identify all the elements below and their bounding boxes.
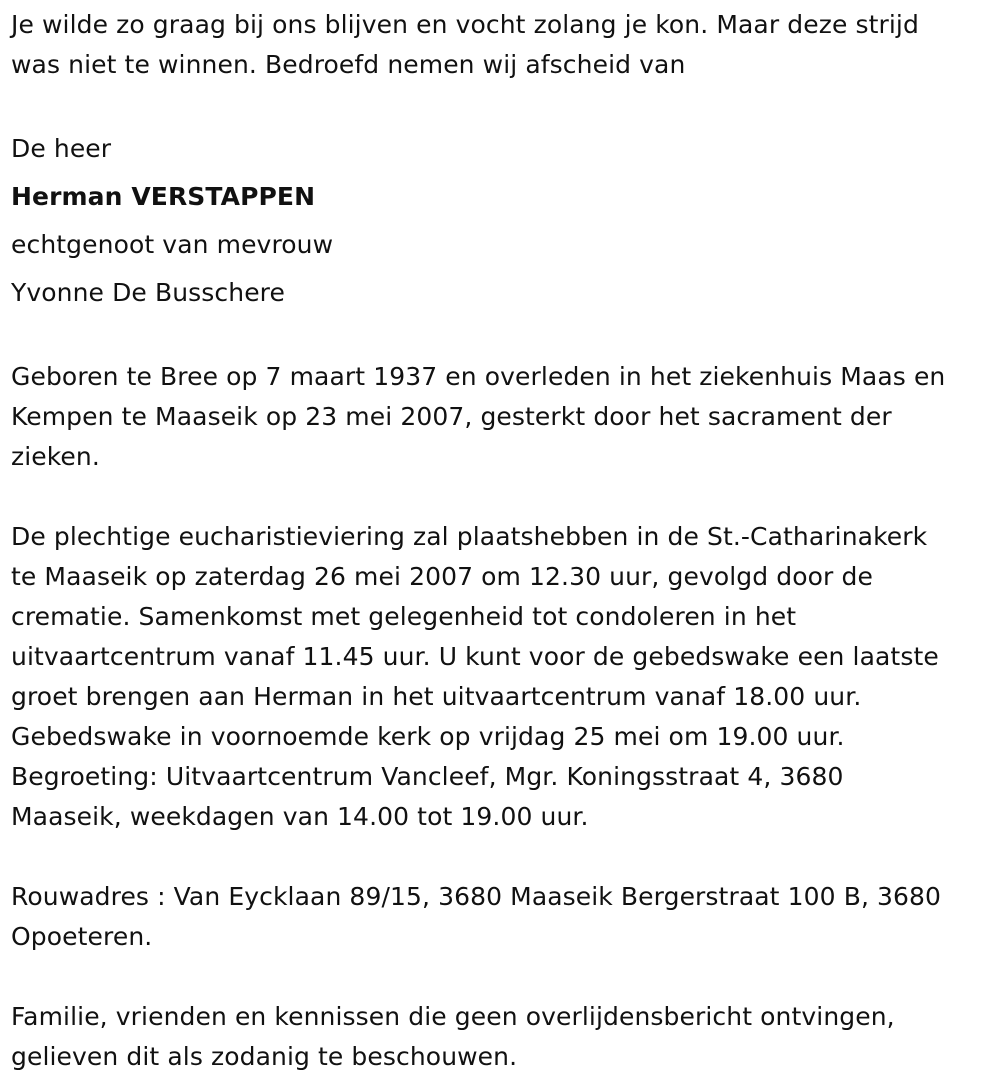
closing-line: Familie, vrienden en kennissen die geen overlijdensbericht ontvingen, <box>11 1002 895 1031</box>
ceremony-line: De plechtige eucharistieviering zal plaatshebben in de St.-Catharinakerk <box>11 522 928 551</box>
birth-death-line: zieken. <box>11 442 100 471</box>
intro-paragraph <box>11 0 991 85</box>
death-notice <box>11 0 991 1077</box>
birth-death-line: Kempen te Maaseik op 23 mei 2007, gesterkt door het sacrament der <box>11 402 892 431</box>
address-line: Opoeteren. <box>11 922 153 951</box>
ceremony-line: Gebedswake in voornoemde kerk op vrijdag 25 mei om 19.00 uur. <box>11 722 845 751</box>
spouse-name: Yvonne De Busschere <box>11 278 285 307</box>
ceremony-line: Maaseik, weekdagen van 14.00 tot 19.00 uur. <box>11 802 589 831</box>
ceremony-line: Begroeting: Uitvaartcentrum Vancleef, Mgr. Koningsstraat 4, 3680 <box>11 762 844 791</box>
intro-line: Je wilde zo graag bij ons blijven en vocht zolang je kon. Maar deze strijd <box>11 10 919 39</box>
birth-death-line: Geboren te Bree op 7 maart 1937 en overleden in het ziekenhuis Maas en <box>11 362 946 391</box>
ceremony-line: te Maaseik op zaterdag 26 mei 2007 om 12.30 uur, gevolgd door de <box>11 562 873 591</box>
ceremony-line: crematie. Samenkomst met gelegenheid tot condoleren in het <box>11 602 797 631</box>
spouse-label: echtgenoot van mevrouw <box>11 230 334 259</box>
closing-paragraph <box>11 997 991 1077</box>
deceased-block <box>11 125 991 317</box>
closing-line: gelieven dit als zodanig te beschouwen. <box>11 1042 518 1071</box>
ceremony-line: uitvaartcentrum vanaf 11.45 uur. U kunt voor de gebedswake een laatste <box>11 642 939 671</box>
deceased-name: Herman VERSTAPPEN <box>11 182 316 211</box>
ceremony-paragraph <box>11 517 991 837</box>
ceremony-line: groet brengen aan Herman in het uitvaartcentrum vanaf 18.00 uur. <box>11 682 862 711</box>
intro-line: was niet te winnen. Bedroefd nemen wij afscheid van <box>11 50 686 79</box>
birth-death-paragraph <box>11 357 991 477</box>
honorific: De heer <box>11 134 112 163</box>
address-line: Rouwadres : Van Eycklaan 89/15, 3680 Maaseik Bergerstraat 100 B, 3680 <box>11 882 942 911</box>
address-paragraph <box>11 877 991 957</box>
